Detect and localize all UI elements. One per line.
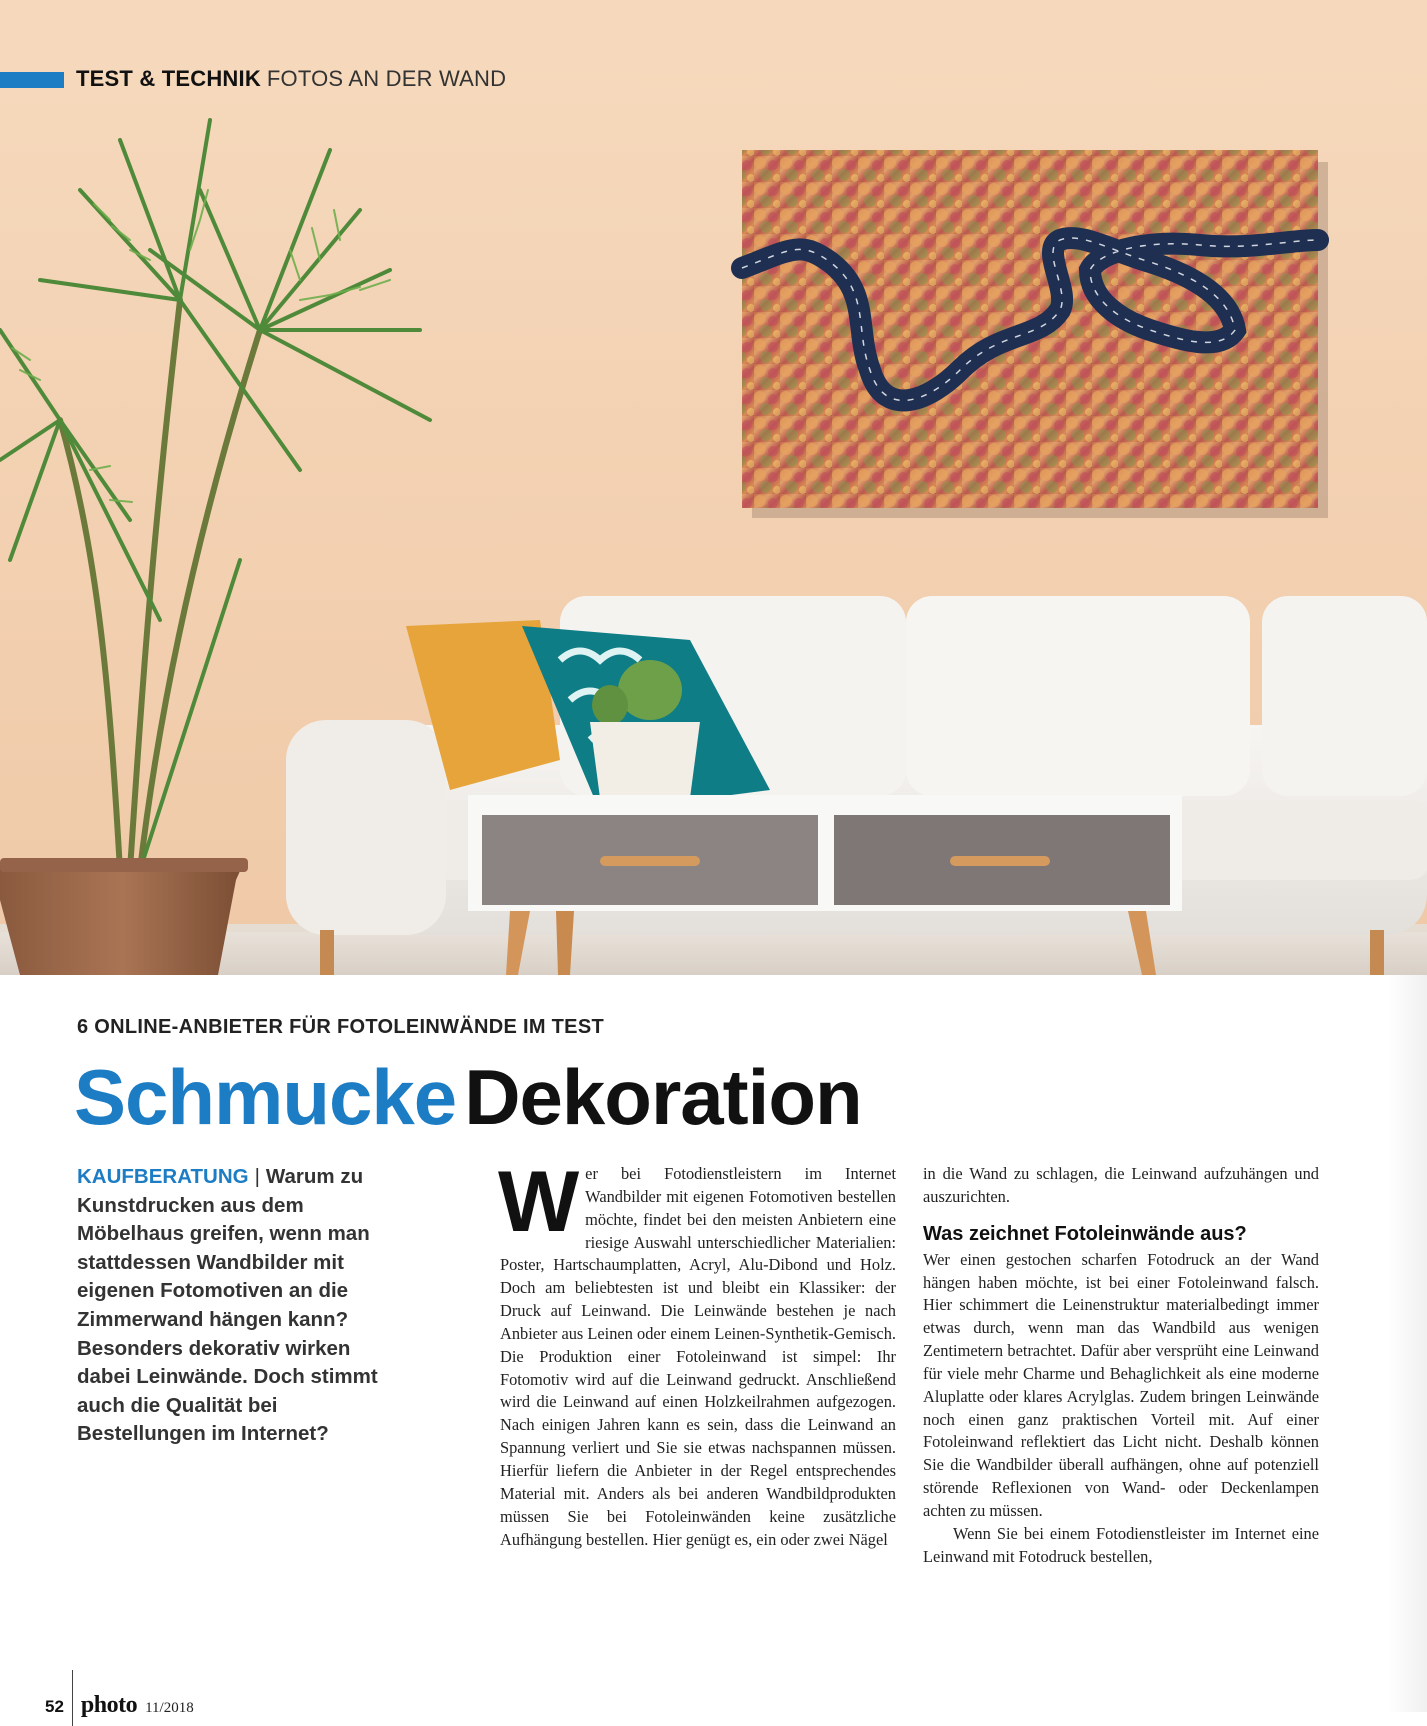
section-label-light: FOTOS AN DER WAND xyxy=(266,66,507,91)
body-text-2-end: Wenn Sie bei einem Fotodienstleister im Internet eine Leinwand mit Fotodruck bestellen, xyxy=(923,1523,1319,1566)
section-label-strong: TEST & TECHNIK xyxy=(76,66,261,91)
body-text-1: er bei Fotodienstleistern im Internet Wandbilder mit eigenen Fotomotiven bestellen möchte, findet bei den meisten Anbietern eine riesige Auswahl unterschiedlicher Materialien: Poster, Hartschaumplatten, Acryl, Alu-Dibond und Holz. Doch am beliebtesten ist und bleibt ein Klassiker: der Druck auf Leinwand. Die Leinwände bestehen je nach Anbieter aus Leinen oder einem Leinen-Synthetik-Gemisch. Die Produktion einer Fotoleinwand ist simpel: Ihr Fotomotiv wird auf die Leinwand gedruckt. Anschließend wird die Leinwand auf einen Holzkeilrahmen aufgezogen. Nach einigen Jahren kann es sein, dass die Leinwand an Spannung verliert und Sie sie etwas nachspannen müssen. Hierfür liefern die Anbieter in der Regel entsprechendes Material mit. Anders als bei anderen Wandbildprodukten müssen Sie bei Fotoleinwänden keine zusätzliche Aufhängung bestellen. Hier genügt es, ein oder zwei Nägel xyxy=(500,1164,896,1549)
drop-cap: W xyxy=(498,1154,580,1250)
body-text-2-start: in die Wand zu schlagen, die Leinwand aufzuhängen und auszurichten. xyxy=(923,1164,1319,1206)
intro-tag: KAUFBERATUNG xyxy=(77,1165,249,1188)
body-column-2 xyxy=(923,1163,1319,1569)
body-text-2: Wer einen gestochen scharfen Fotodruck an der Wand hängen haben möchte, ist bei einer Fotoleinwand falsch. Hier schimmert die Leinenstruktur materialbedingt immer etwas durch, wenn man das Wandbild aus wenigen Zentimetern betrachtet. Dafür aber versprüht eine Leinwand für viele mehr Charme und Behaglichkeit als eine moderne Aluplatte oder klares Acrylglas. Zudem bringen Leinwände noch einen ganz praktischen Vorteil mit. Auf einer Fotoleinwand reflektiert das Licht nicht. Deshalb können Sie die Wandbilder überall aufhängen, ohne auf potenziell störende Reflexionen von Wand- oder Deckenlampen achten zu müssen. xyxy=(923,1249,1319,1520)
intro-text: Warum zu Kunstdrucken aus dem Möbelhaus greifen, wenn man stattdessen Wandbilder mit eigenen Fotomotiven an die Zimmerwand hängen kann? Besonders dekorativ wirken dabei Leinwände. Doch stimmt auch die Qualität bei Bestellungen im Internet? xyxy=(77,1165,378,1446)
article-title-black: Dekoration xyxy=(464,1053,862,1141)
article-subheading: Was zeichnet Fotoleinwände aus? xyxy=(923,1222,1247,1245)
article-title xyxy=(74,1052,862,1142)
page-number: 52 xyxy=(45,1697,64,1716)
intro-separator: | xyxy=(254,1165,260,1188)
section-color-bar xyxy=(0,72,64,88)
page-footer xyxy=(45,1656,194,1719)
section-label xyxy=(76,66,506,92)
issue-number: 11/2018 xyxy=(145,1700,194,1716)
plant-pot xyxy=(0,862,244,975)
magazine-logo: photo xyxy=(80,1692,138,1718)
footer-divider xyxy=(72,1670,73,1726)
article-kicker: 6 ONLINE-ANBIETER FÜR FOTOLEINWÄNDE IM TEST xyxy=(77,1016,604,1038)
article-title-blue: Schmucke xyxy=(74,1053,457,1141)
article-intro xyxy=(77,1163,397,1449)
body-column-1 xyxy=(498,1154,896,1551)
page-gutter-shadow xyxy=(1387,975,1427,1712)
